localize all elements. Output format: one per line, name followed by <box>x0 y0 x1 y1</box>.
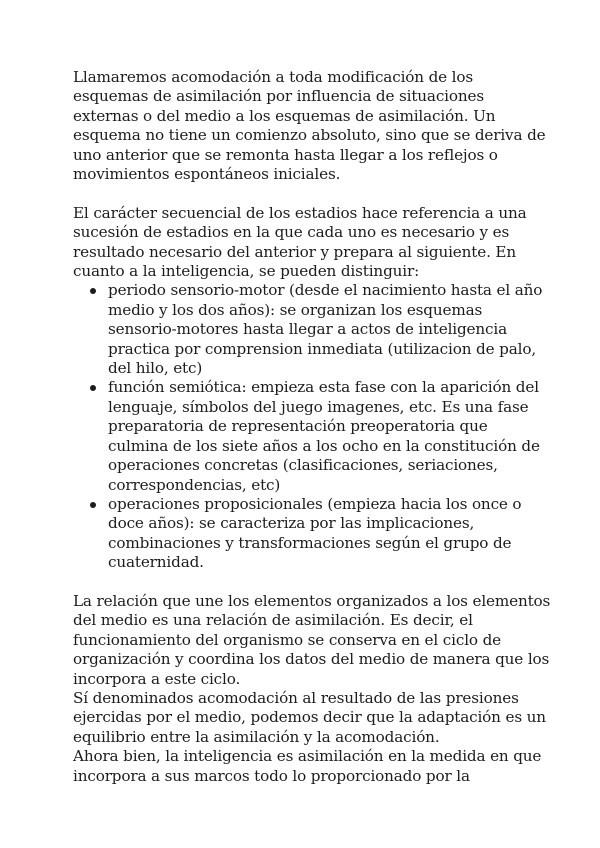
text-line: practica por comprension inmediata (utilizacion de palo, <box>108 339 536 358</box>
text-line: uno anterior que se remonta hasta llegar a los reflejos o <box>73 145 498 164</box>
text-line: sucesión de estadios en la que cada uno es necesario y es <box>73 223 510 242</box>
text-line: Sí denominados acomodación al resultado de las presiones <box>73 688 519 707</box>
bullet-icon <box>90 385 96 391</box>
paragraph-adaptacion <box>73 688 546 747</box>
text-line: ejercidas por el medio, podemos decir que la adaptación es un <box>73 708 546 727</box>
text-line: cuanto a la inteligencia, se pueden distinguir: <box>73 262 420 281</box>
text-line: lenguaje, símbolos del juego imagenes, etc. Es una fase <box>108 397 529 416</box>
paragraph-caracter-secuencial <box>73 204 533 282</box>
text-line: doce años): se caracteriza por las implicaciones, <box>108 514 475 533</box>
text-line: esquema no tiene un comienzo absoluto, sino que se deriva de <box>73 126 546 145</box>
text-line: combinaciones y transformaciones según el grupo de <box>108 533 512 552</box>
text-line: función semiótica: empieza esta fase con la aparición del <box>108 378 539 397</box>
document-page <box>73 68 551 786</box>
paragraph-gap <box>73 184 533 203</box>
list-item-funcion-semiotica <box>90 378 540 494</box>
text-line: incorpora a este ciclo. <box>73 669 241 688</box>
paragraph-relacion-asimilacion <box>73 591 551 689</box>
text-line: movimientos espontáneos iniciales. <box>73 165 341 184</box>
text-line: operaciones concretas (clasificaciones, seriaciones, <box>108 456 498 475</box>
text-line: La relación que une los elementos organizados a los elementos <box>73 591 551 610</box>
text-line: externas o del medio a los esquemas de asimilación. Un <box>73 106 496 125</box>
text-line: periodo sensorio-motor (desde el nacimiento hasta el año <box>108 281 543 300</box>
text-line: del hilo, etc) <box>108 359 203 378</box>
text-line: funcionamiento del organismo se conserva en el ciclo de <box>73 630 501 649</box>
text-line: correspondencias, etc) <box>108 475 281 494</box>
text-line: cuaternidad. <box>108 553 204 572</box>
text-line: culmina de los siete años a los ocho en la constitución de <box>108 436 540 455</box>
text-line: Ahora bien, la inteligencia es asimilación en la medida en que <box>73 747 542 766</box>
text-line: incorpora a sus marcos todo lo proporcionado por la <box>73 766 470 785</box>
stages-list <box>73 281 543 572</box>
text-line: preparatoria de representación preoperatoria que <box>108 417 488 436</box>
bullet-icon <box>90 288 96 294</box>
text-line: El carácter secuencial de los estadios hace referencia a una <box>73 203 527 222</box>
text-line: esquemas de asimilación por influencia de situaciones <box>73 87 484 106</box>
text-line: Llamaremos acomodación a toda modificación de los <box>73 68 474 86</box>
bullet-icon <box>90 502 96 508</box>
text-line: equilibrio entre la asimilación y la acomodación. <box>73 727 440 746</box>
text-line: operaciones proposicionales (empieza hacia los once o <box>108 494 522 513</box>
list-item-sensorio-motor <box>90 281 543 378</box>
text-line: medio y los dos años): se organizan los esquemas <box>108 300 483 319</box>
paragraph-acomodacion <box>73 68 546 184</box>
text-line: resultado necesario del anterior y prepara al siguiente. En <box>73 242 516 261</box>
text-line: sensorio-motores hasta llegar a actos de inteligencia <box>108 320 507 339</box>
text-line: organización y coordina los datos del medio de manera que los <box>73 650 550 669</box>
text-line: del medio es una relación de asimilación. Es decir, el <box>73 611 473 630</box>
paragraph-inteligencia <box>73 747 542 786</box>
paragraph-gap <box>73 573 533 592</box>
list-item-operaciones-proposicionales <box>90 495 533 573</box>
